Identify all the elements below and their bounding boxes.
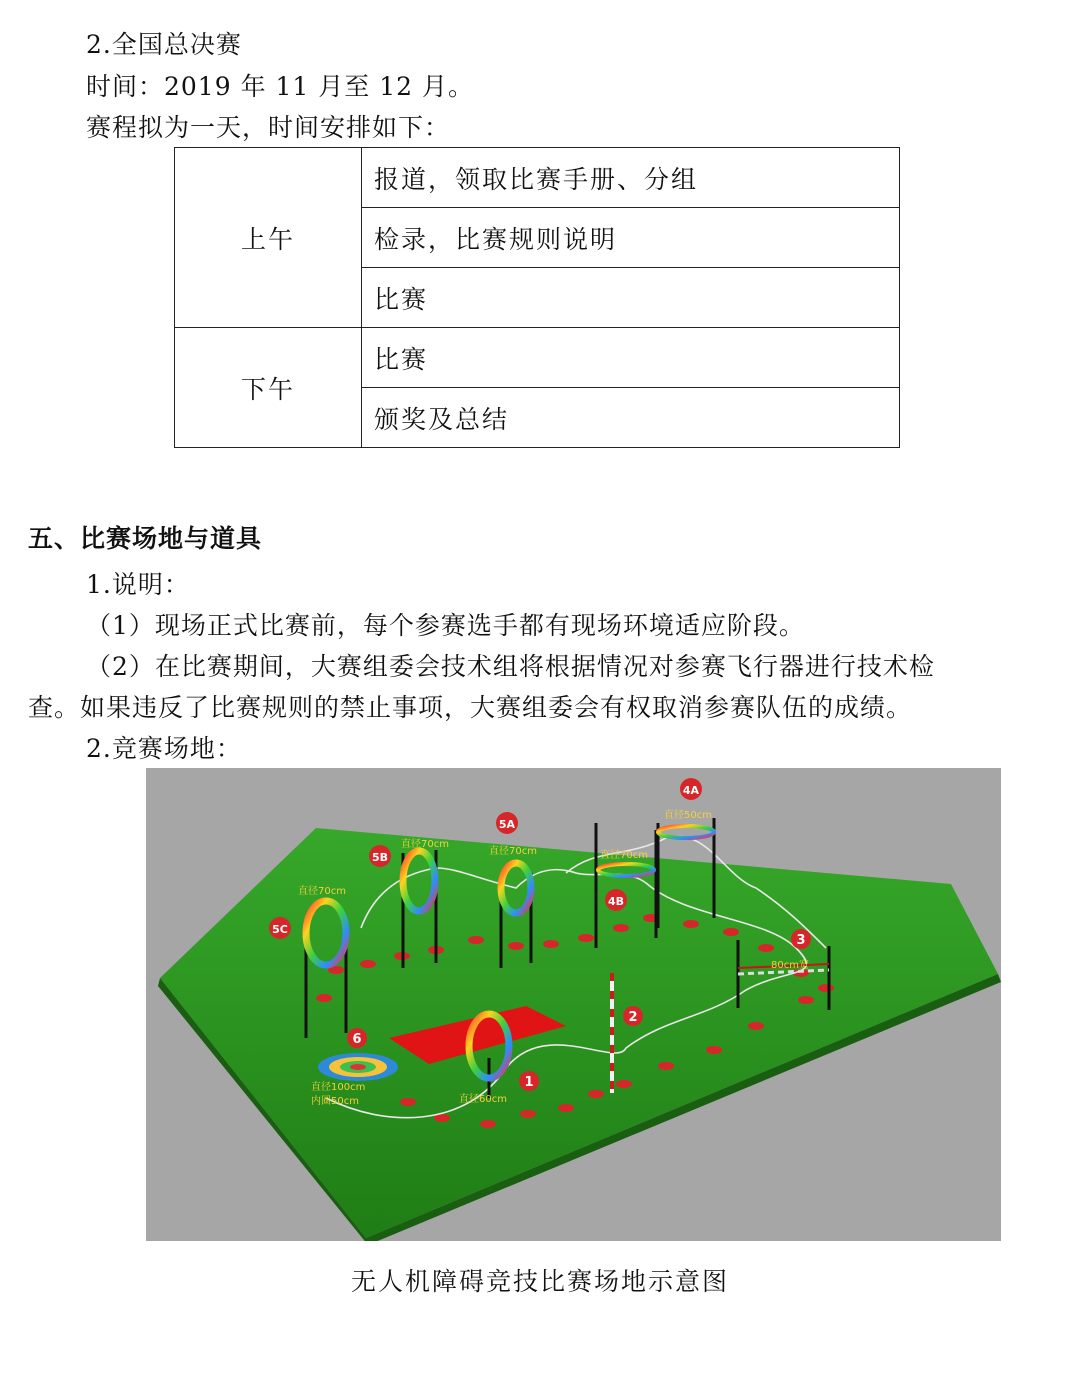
svg-text:直径70cm: 直径70cm xyxy=(401,839,449,850)
section-heading: 五、比赛场地与道具 xyxy=(28,524,263,553)
svg-text:4A: 4A xyxy=(682,784,700,797)
sub-heading-notes: 1.说明： xyxy=(86,570,190,599)
paragraph-2-line-2: 查。如果违反了比赛规则的禁止事项，大赛组委会有权取消参赛队伍的成绩。 xyxy=(28,693,913,722)
schedule-item: 比赛 xyxy=(362,268,900,328)
final-intro: 赛程拟为一天，时间安排如下： xyxy=(86,113,451,142)
final-time: 时间：2019 年 11 月至 12 月。 xyxy=(86,72,474,101)
figure-caption: 无人机障碍竞技比赛场地示意图 xyxy=(350,1267,729,1296)
svg-text:直径70cm: 直径70cm xyxy=(600,850,648,861)
paragraph-2-line-1: （2）在比赛期间，大赛组委会技术组将根据情况对参赛飞行器进行技术检 xyxy=(86,652,935,681)
svg-text:3: 3 xyxy=(796,933,806,948)
svg-text:1: 1 xyxy=(524,1075,534,1090)
svg-text:内圈50cm: 内圈50cm xyxy=(311,1096,359,1107)
paragraph-1: （1）现场正式比赛前，每个参赛选手都有现场环境适应阶段。 xyxy=(86,611,805,640)
svg-text:4B: 4B xyxy=(607,895,625,908)
final-title: 2.全国总决赛 xyxy=(86,30,242,59)
svg-text:直径70cm: 直径70cm xyxy=(298,886,346,897)
period-morning: 上午 xyxy=(175,148,362,328)
svg-text:直径70cm: 直径70cm xyxy=(489,846,537,857)
schedule-item: 比赛 xyxy=(362,328,900,388)
svg-text:直径60cm: 直径60cm xyxy=(459,1094,507,1105)
svg-text:2: 2 xyxy=(628,1010,638,1025)
schedule-item: 颁奖及总结 xyxy=(362,388,900,448)
svg-text:直径50cm: 直径50cm xyxy=(664,810,712,821)
venue-diagram xyxy=(146,768,1001,1241)
schedule-item: 检录，比赛规则说明 xyxy=(362,208,900,268)
schedule-table xyxy=(174,147,900,448)
svg-text:5A: 5A xyxy=(498,818,516,831)
landing-target xyxy=(318,1053,398,1081)
svg-text:5B: 5B xyxy=(371,851,389,864)
svg-text:6: 6 xyxy=(352,1032,362,1047)
svg-text:5C: 5C xyxy=(272,923,288,936)
svg-text:直径100cm: 直径100cm xyxy=(311,1082,366,1093)
sub-heading-venue: 2.竞赛场地： xyxy=(86,734,242,763)
schedule-item: 报道，领取比赛手册、分组 xyxy=(362,148,900,208)
svg-text:80cm宽: 80cm宽 xyxy=(771,960,809,971)
period-afternoon: 下午 xyxy=(175,328,362,448)
